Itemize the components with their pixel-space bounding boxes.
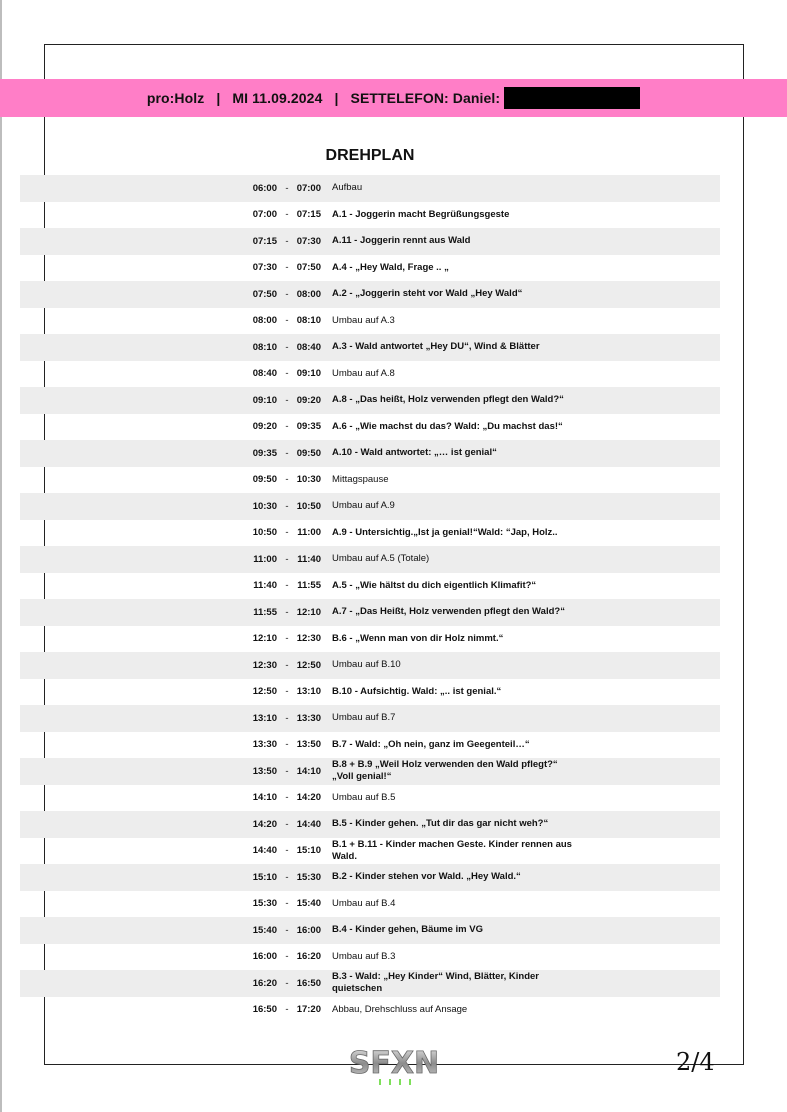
time-separator: - [285,951,289,963]
schedule-row [20,546,720,573]
schedule-row [20,202,720,229]
start-time: 13:30 [252,739,277,751]
start-time: 09:50 [252,474,277,486]
schedule-row [20,520,720,547]
start-time: 07:50 [252,288,277,300]
time-separator: - [285,500,289,512]
start-time: 11:40 [253,580,277,592]
time-separator: - [285,527,289,539]
time-separator: - [285,474,289,486]
schedule-row [20,758,720,785]
time-separator: - [285,368,289,380]
schedule-row [20,679,720,706]
time-separator: - [285,898,289,910]
end-time: 07:50 [296,262,321,274]
start-time: 12:50 [252,686,277,698]
schedule-row [20,308,720,335]
start-time: 11:00 [253,553,277,565]
schedule-row [20,917,720,944]
end-time: 13:10 [296,686,321,698]
scene-description: Mittagspause [332,473,389,485]
redacted-phone-number [504,87,640,109]
svg-text:SFXN: SFXN [348,1046,440,1081]
time-separator: - [285,977,289,989]
scene-description: A.5 - „Wie hältst du dich eigentlich Klimafit?“ [332,579,537,591]
schedule-row [20,626,720,653]
start-time: 15:40 [252,924,277,936]
scene-description: Umbau auf A.5 (Totale) [332,553,430,565]
start-time: 08:40 [252,368,277,380]
end-time: 08:10 [296,315,321,327]
time-separator: - [285,818,289,830]
scene-description: Umbau auf B.7 [332,712,396,724]
time-separator: - [285,845,289,857]
start-time: 15:10 [252,871,277,883]
time-separator: - [285,739,289,751]
time-separator: - [285,447,289,459]
scene-description: B.1 + B.11 - Kinder machen Geste. Kinder rennen aus Wald. [332,838,572,862]
start-time: 08:00 [252,315,277,327]
schedule-row [20,944,720,971]
scene-description: B.6 - „Wenn man von dir Holz nimmt.“ [332,632,504,644]
end-time: 11:55 [297,580,321,592]
project-name: pro:Holz [146,90,205,106]
end-time: 09:20 [296,394,321,406]
schedule-row [20,387,720,414]
scene-description: Abbau, Drehschluss auf Ansage [332,1003,468,1015]
schedule-row [20,599,720,626]
schedule-row [20,440,720,467]
set-phone-label: SETTELEFON: Daniel: [350,90,501,106]
schedule-row [20,970,720,997]
schedule-row [20,573,720,600]
end-time: 07:00 [296,182,321,194]
schedule-row [20,997,720,1024]
start-time: 09:10 [252,394,277,406]
schedule-row [20,414,720,441]
schedule-row [20,891,720,918]
scene-description: B.8 + B.9 „Weil Holz verwenden den Wald pflegt?“ „Voll genial!“ [332,759,558,783]
end-time: 10:50 [296,500,321,512]
scene-description: A.4 - „Hey Wald, Frage .. „ [332,261,449,273]
header-separator: | [334,90,339,106]
scene-description: Umbau auf B.3 [332,950,396,962]
end-time: 09:35 [296,421,321,433]
end-time: 11:40 [297,553,321,565]
shoot-date: MI 11.09.2024 [232,90,323,106]
scene-description: Umbau auf A.3 [332,314,395,326]
schedule-row [20,281,720,308]
scene-description: Umbau auf A.9 [332,500,395,512]
time-separator: - [285,871,289,883]
end-time: 08:40 [296,341,321,353]
scene-description: A.2 - „Joggerin steht vor Wald „Hey Wald“ [332,288,523,300]
page-number: 2/4 [676,1048,715,1076]
end-time: 07:15 [296,209,321,221]
schedule-row [20,838,720,865]
scene-description: A.11 - Joggerin rennt aus Wald [332,235,471,247]
start-time: 08:10 [252,341,277,353]
time-separator: - [285,315,289,327]
start-time: 14:20 [252,818,277,830]
scene-description: B.7 - Wald: „Oh nein, ganz im Geegenteil…“ [332,738,530,750]
start-time: 16:00 [252,951,277,963]
scene-description: A.1 - Joggerin macht Begrüßungsgeste [332,208,510,220]
schedule-row [20,175,720,202]
start-time: 14:40 [252,845,277,857]
schedule-row [20,864,720,891]
scene-description: B.5 - Kinder gehen. „Tut dir das gar nicht weh?“ [332,818,549,830]
end-time: 16:00 [296,924,321,936]
sfxn-logo [348,1043,440,1087]
end-time: 09:50 [296,447,321,459]
end-time: 12:30 [296,633,321,645]
header-separator: | [216,90,221,106]
start-time: 11:55 [253,606,277,618]
time-separator: - [285,765,289,777]
start-time: 07:00 [252,209,277,221]
header [0,79,787,117]
time-separator: - [285,288,289,300]
scene-description: A.3 - Wald antwortet „Hey DU“, Wind & Blätter [332,341,540,353]
start-time: 07:15 [252,235,277,247]
start-time: 07:30 [252,262,277,274]
schedule-table [20,175,720,1023]
time-separator: - [285,341,289,353]
time-separator: - [285,659,289,671]
time-separator: - [285,553,289,565]
end-time: 15:40 [296,898,321,910]
end-time: 16:20 [296,951,321,963]
start-time: 06:00 [252,182,277,194]
scene-description: B.3 - Wald: „Hey Kinder“ Wind, Blätter, Kinder quietschen [332,971,540,995]
schedule-row [20,652,720,679]
schedule-row [20,334,720,361]
time-separator: - [285,1004,289,1016]
end-time: 13:30 [296,712,321,724]
time-separator: - [285,924,289,936]
end-time: 12:10 [296,606,321,618]
time-separator: - [285,421,289,433]
end-time: 17:20 [296,1004,321,1016]
start-time: 16:20 [252,977,277,989]
start-time: 12:30 [252,659,277,671]
time-separator: - [285,580,289,592]
end-time: 08:00 [296,288,321,300]
scene-description: Umbau auf B.5 [332,791,396,803]
scene-description: Umbau auf A.8 [332,367,395,379]
time-separator: - [285,182,289,194]
start-time: 15:30 [252,898,277,910]
start-time: 14:10 [252,792,277,804]
start-time: 12:10 [252,633,277,645]
time-separator: - [285,792,289,804]
schedule-row [20,493,720,520]
schedule-row [20,361,720,388]
schedule-row [20,255,720,282]
time-separator: - [285,686,289,698]
scene-description: B.10 - Aufsichtig. Wald: „.. ist genial.“ [332,685,502,697]
end-time: 09:10 [296,368,321,380]
scene-description: Aufbau [332,182,363,194]
time-separator: - [285,235,289,247]
schedule-row [20,785,720,812]
page-edge [0,0,2,1112]
end-time: 13:50 [296,739,321,751]
time-separator: - [285,633,289,645]
end-time: 07:30 [296,235,321,247]
scene-description: A.9 - Untersichtig.„Ist ja genial!“Wald: “Jap, Holz.. [332,526,558,538]
start-time: 13:50 [252,765,277,777]
page-title: DREHPLAN [325,147,415,164]
scene-description: A.8 - „Das heißt, Holz verwenden pflegt den Wald?“ [332,394,564,406]
scene-description: A.6 - „Wie machst du das? Wald: „Du machst das!“ [332,420,563,432]
scene-description: A.10 - Wald antwortet: „… ist genial“ [332,447,497,459]
schedule-row [20,732,720,759]
scene-description: A.7 - „Das Heißt, Holz verwenden pflegt den Wald?“ [332,606,565,618]
end-time: 10:30 [296,474,321,486]
end-time: 14:10 [296,765,321,777]
scene-description: Umbau auf B.10 [332,659,401,671]
end-time: 16:50 [296,977,321,989]
start-time: 09:20 [252,421,277,433]
schedule-row [20,228,720,255]
start-time: 09:35 [252,447,277,459]
scene-description: B.4 - Kinder gehen, Bäume im VG [332,924,483,936]
scene-description: B.2 - Kinder stehen vor Wald. „Hey Wald.“ [332,871,521,883]
end-time: 11:00 [297,527,321,539]
end-time: 14:20 [296,792,321,804]
start-time: 13:10 [252,712,277,724]
schedule-row [20,811,720,838]
start-time: 10:30 [252,500,277,512]
schedule-row [20,467,720,494]
time-separator: - [285,606,289,618]
time-separator: - [285,394,289,406]
schedule-row [20,705,720,732]
end-time: 12:50 [296,659,321,671]
time-separator: - [285,209,289,221]
start-time: 16:50 [252,1004,277,1016]
end-time: 14:40 [296,818,321,830]
end-time: 15:10 [296,845,321,857]
start-time: 10:50 [252,527,277,539]
time-separator: - [285,712,289,724]
time-separator: - [285,262,289,274]
scene-description: Umbau auf B.4 [332,897,396,909]
end-time: 15:30 [296,871,321,883]
